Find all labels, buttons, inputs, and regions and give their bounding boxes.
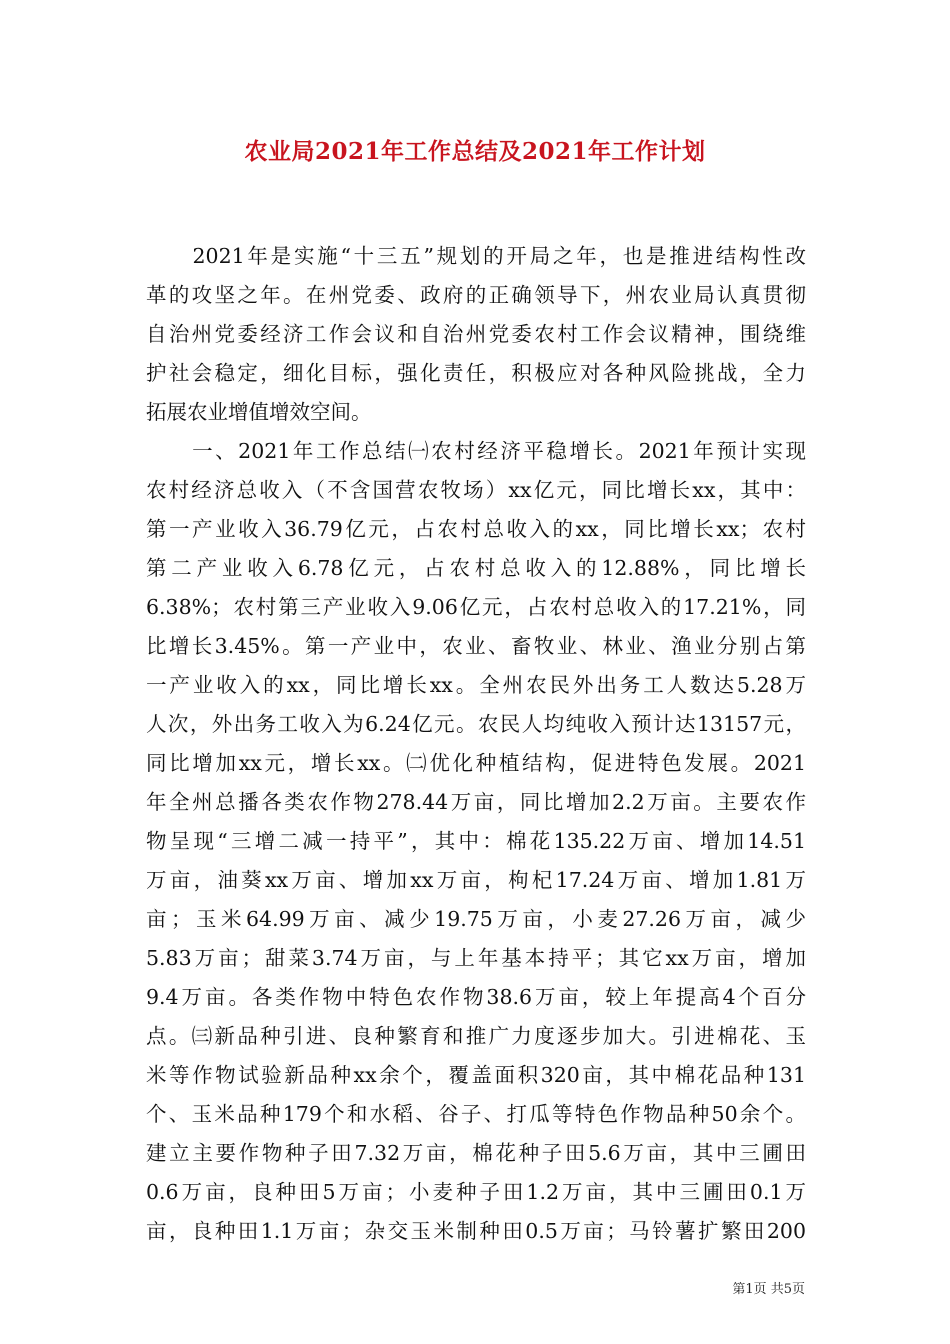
text-line: 拓展农业增值增效空间。 xyxy=(146,400,372,424)
text-line: 亩，良种田1.1万亩；杂交玉米制种田0.5万亩；马铃薯扩繁田200 xyxy=(146,1219,806,1243)
text-line: 自治州党委经济工作会议和自治州党委农村工作会议精神，围绕维 xyxy=(146,322,806,346)
text-line: 万亩，油葵xx万亩、增加xx万亩，枸杞17.24万亩、增加1.81万 xyxy=(146,868,806,892)
text-line: 9.4万亩。各类作物中特色农作物38.6万亩，较上年提高4个百分 xyxy=(146,985,806,1009)
text-line: 年全州总播各类农作物278.44万亩，同比增加2.2万亩。主要农作 xyxy=(146,790,806,814)
page-number: 第1页 共5页 xyxy=(732,1282,805,1297)
text-line: 革的攻坚之年。在州党委、政府的正确领导下，州农业局认真贯彻 xyxy=(146,283,806,307)
text-line: 一、2021年工作总结㈠农村经济平稳增长。2021年预计实现 xyxy=(146,439,806,463)
text-line: 护社会稳定，细化目标，强化责任，积极应对各种风险挑战，全力 xyxy=(146,361,806,385)
text-line: 比增长3.45%。第一产业中，农业、畜牧业、林业、渔业分别占第 xyxy=(146,634,806,658)
text-line: 物呈现“三增二减一持平”，其中：棉花135.22万亩、增加14.51 xyxy=(146,829,806,853)
text-line: 6.38%；农村第三产业收入9.06亿元，占农村总收入的17.21%，同 xyxy=(146,595,806,619)
text-line: 建立主要作物种子田7.32万亩，棉花种子田5.6万亩，其中三圃田 xyxy=(146,1141,806,1165)
text-line: 农村经济总收入（不含国营农牧场）xx亿元，同比增长xx，其中： xyxy=(146,478,806,502)
text-line: 2021年是实施“十三五”规划的开局之年，也是推进结构性改 xyxy=(146,244,806,268)
text-line: 亩；玉米64.99万亩、减少19.75万亩，小麦27.26万亩，减少 xyxy=(146,907,806,931)
text-line: 第二产业收入6.78亿元，占农村总收入的12.88%，同比增长 xyxy=(146,556,806,580)
text-line: 米等作物试验新品种xx余个，覆盖面积320亩，其中棉花品种131 xyxy=(146,1063,806,1087)
text-line: 点。㈢新品种引进、良种繁育和推广力度逐步加大。引进棉花、玉 xyxy=(146,1024,806,1048)
text-line: 5.83万亩；甜菜3.74万亩，与上年基本持平；其它xx万亩，增加 xyxy=(146,946,806,970)
document-body xyxy=(146,237,806,1251)
text-line: 0.6万亩，良种田5万亩；小麦种子田1.2万亩，其中三圃田0.1万 xyxy=(146,1180,806,1204)
text-line: 一产业收入的xx，同比增长xx。全州农民外出务工人数达5.28万 xyxy=(146,673,806,697)
text-line: 个、玉米品种179个和水稻、谷子、打瓜等特色作物品种50余个。 xyxy=(146,1102,806,1126)
text-line: 同比增加xx元，增长xx。㈡优化种植结构，促进特色发展。2021 xyxy=(146,751,806,775)
text-line: 人次，外出务工收入为6.24亿元。农民人均纯收入预计达13157元， xyxy=(146,712,806,736)
document-title: 农业局2021年工作总结及2021年工作计划 xyxy=(244,138,706,165)
text-line: 第一产业收入36.79亿元，占农村总收入的xx，同比增长xx；农村 xyxy=(146,517,806,541)
